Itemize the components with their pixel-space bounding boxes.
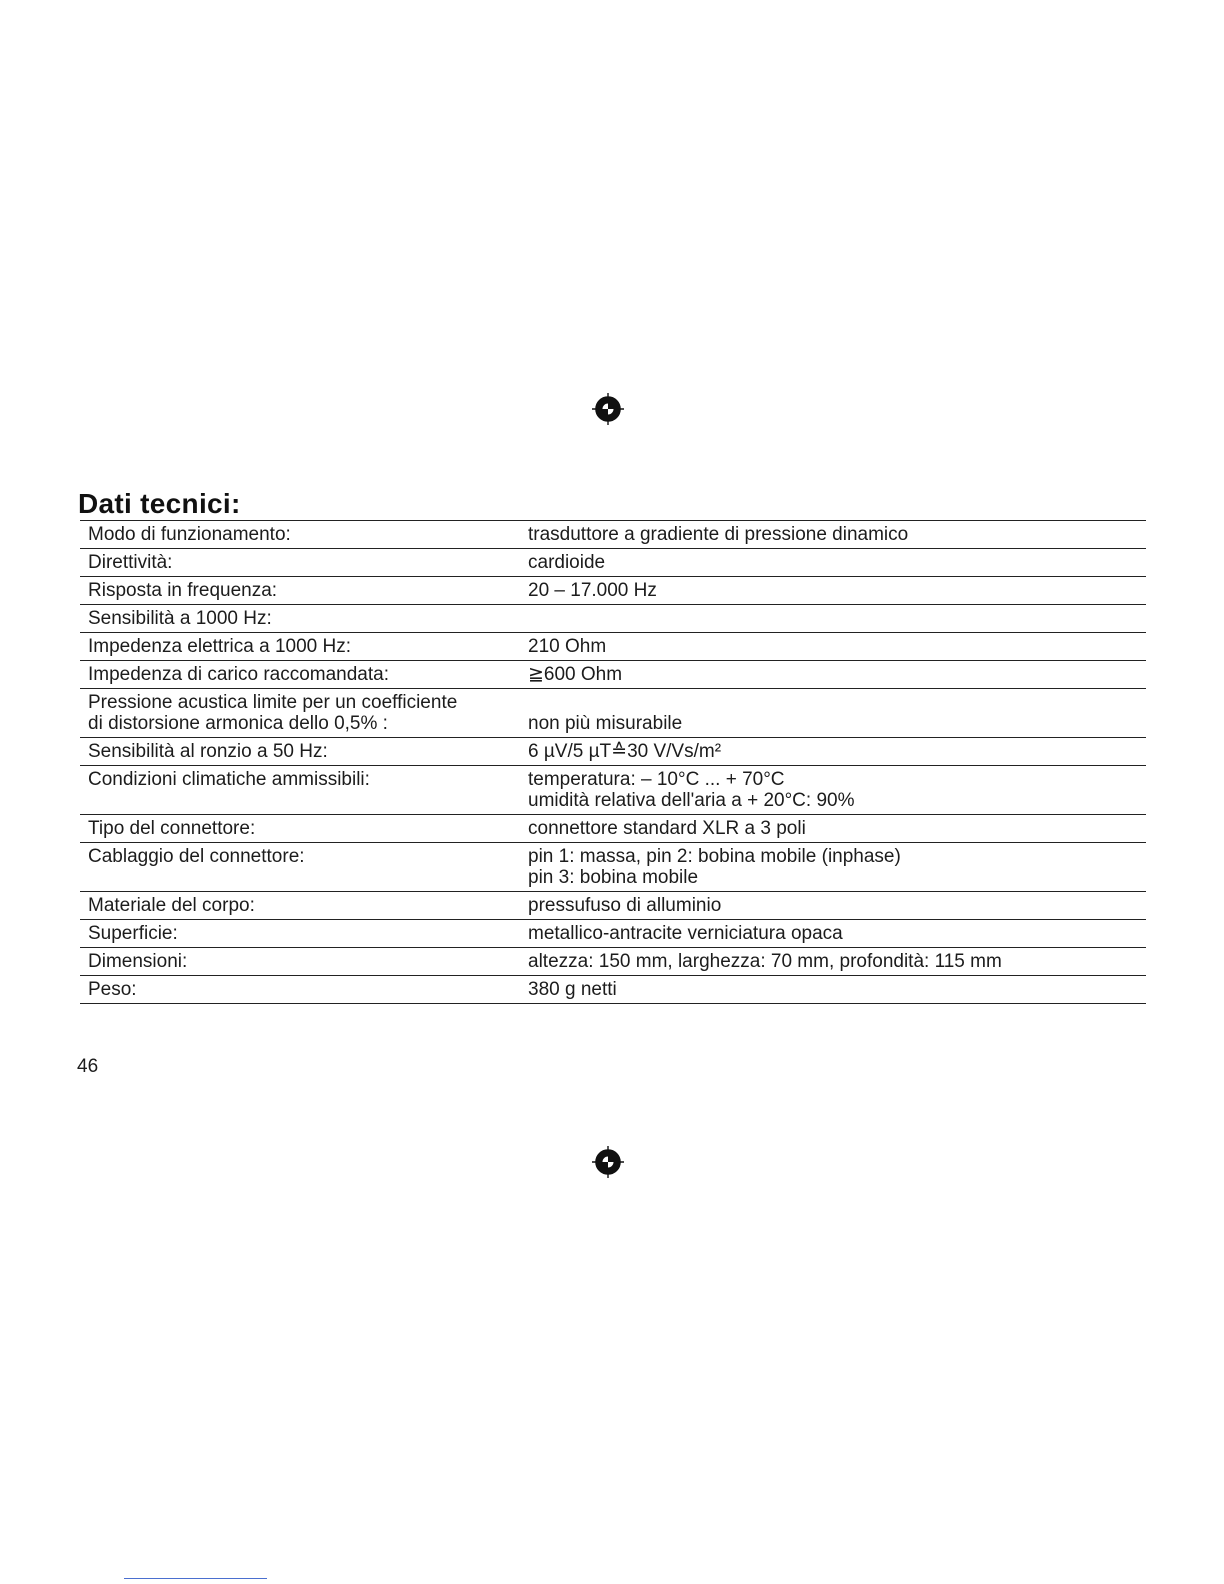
spec-value bbox=[528, 605, 1146, 633]
spec-value-line: pressufuso di alluminio bbox=[528, 895, 722, 916]
spec-value bbox=[528, 577, 1146, 605]
registration-mark-icon bbox=[591, 392, 625, 426]
page-title: Dati tecnici: bbox=[78, 488, 241, 519]
spec-value bbox=[528, 976, 1146, 1004]
spec-label bbox=[80, 689, 528, 738]
spec-row bbox=[80, 633, 1146, 661]
spec-row bbox=[80, 766, 1146, 815]
spec-row bbox=[80, 815, 1146, 843]
spec-label bbox=[80, 948, 528, 976]
spec-value-line: metallico-antracite verniciatura opaca bbox=[528, 923, 843, 944]
spec-value bbox=[528, 521, 1146, 549]
spec-label bbox=[80, 605, 528, 633]
spec-row bbox=[80, 661, 1146, 689]
spec-label-line: Sensibilità al ronzio a 50 Hz: bbox=[88, 741, 328, 762]
spec-label-line: Sensibilità a 1000 Hz: bbox=[88, 608, 272, 629]
spec-value-line: pin 1: massa, pin 2: bobina mobile (inphase) bbox=[528, 846, 901, 867]
spec-label-line: Dimensioni: bbox=[88, 951, 188, 972]
spec-label bbox=[80, 766, 528, 815]
spec-label-line: Materiale del corpo: bbox=[88, 895, 255, 916]
spec-row bbox=[80, 605, 1146, 633]
spec-row bbox=[80, 738, 1146, 766]
spec-label-line: Tipo del connettore: bbox=[88, 818, 256, 839]
spec-value-line: pin 3: bobina mobile bbox=[528, 867, 699, 888]
spec-row bbox=[80, 521, 1146, 549]
spec-value bbox=[528, 661, 1146, 689]
spec-value-line: altezza: 150 mm, larghezza: 70 mm, profondità: 115 mm bbox=[528, 951, 1002, 972]
spec-value-line: 380 g netti bbox=[528, 979, 617, 1000]
spec-value-line: connettore standard XLR a 3 poli bbox=[528, 818, 806, 839]
spec-value-line: umidità relativa dell'aria a + 20°C: 90% bbox=[528, 790, 855, 811]
spec-label-line: Superficie: bbox=[88, 923, 178, 944]
spec-value bbox=[528, 633, 1146, 661]
registration-mark-icon bbox=[591, 1145, 625, 1179]
spec-label bbox=[80, 976, 528, 1004]
spec-label bbox=[80, 633, 528, 661]
spec-label bbox=[80, 815, 528, 843]
spec-value-line: 210 Ohm bbox=[528, 636, 607, 657]
spec-value bbox=[528, 689, 1146, 738]
spec-row bbox=[80, 689, 1146, 738]
spec-value-line: trasduttore a gradiente di pressione dinamico bbox=[528, 524, 909, 545]
spec-row bbox=[80, 920, 1146, 948]
spec-label-line: di distorsione armonica dello 0,5% : bbox=[88, 713, 388, 734]
spec-label bbox=[80, 661, 528, 689]
spec-row bbox=[80, 976, 1146, 1004]
spec-value bbox=[528, 766, 1146, 815]
spec-value bbox=[528, 549, 1146, 577]
specifications-table bbox=[80, 520, 1146, 1004]
spec-value bbox=[528, 738, 1146, 766]
spec-row bbox=[80, 549, 1146, 577]
spec-label-line: Condizioni climatiche ammissibili: bbox=[88, 769, 370, 790]
spec-label bbox=[80, 521, 528, 549]
spec-label-line: Peso: bbox=[88, 979, 137, 1000]
spec-value-line bbox=[528, 608, 1146, 629]
spec-value bbox=[528, 920, 1146, 948]
spec-label-line: Modo di funzionamento: bbox=[88, 524, 291, 545]
spec-label bbox=[80, 738, 528, 766]
spec-label-line: Impedenza elettrica a 1000 Hz: bbox=[88, 636, 351, 657]
spec-value bbox=[528, 948, 1146, 976]
spec-label-line: Pressione acustica limite per un coefficiente bbox=[88, 692, 458, 713]
spec-row bbox=[80, 577, 1146, 605]
spec-label bbox=[80, 892, 528, 920]
spec-row bbox=[80, 892, 1146, 920]
spec-value-line: 6 µV/5 µT≙30 V/Vs/m² bbox=[528, 741, 722, 762]
page-number: 46 bbox=[77, 1056, 99, 1077]
spec-value-line: temperatura: – 10°C ... + 70°C bbox=[528, 769, 785, 790]
spec-value bbox=[528, 843, 1146, 892]
spec-label bbox=[80, 843, 528, 892]
spec-label bbox=[80, 920, 528, 948]
spec-label-line: Impedenza di carico raccomandata: bbox=[88, 664, 389, 685]
spec-value bbox=[528, 815, 1146, 843]
spec-label bbox=[80, 549, 528, 577]
footer-rule bbox=[124, 1578, 267, 1579]
spec-value-line: ≧600 Ohm bbox=[528, 664, 623, 685]
spec-row bbox=[80, 843, 1146, 892]
spec-row bbox=[80, 948, 1146, 976]
spec-value bbox=[528, 892, 1146, 920]
spec-label-line: Risposta in frequenza: bbox=[88, 580, 278, 601]
spec-value-line: cardioide bbox=[528, 552, 606, 573]
spec-label-line: Cablaggio del connettore: bbox=[88, 846, 305, 867]
spec-label bbox=[80, 577, 528, 605]
spec-value-line: non più misurabile bbox=[528, 713, 683, 734]
spec-value-line: 20 – 17.000 Hz bbox=[528, 580, 657, 601]
spec-label-line: Direttività: bbox=[88, 552, 173, 573]
